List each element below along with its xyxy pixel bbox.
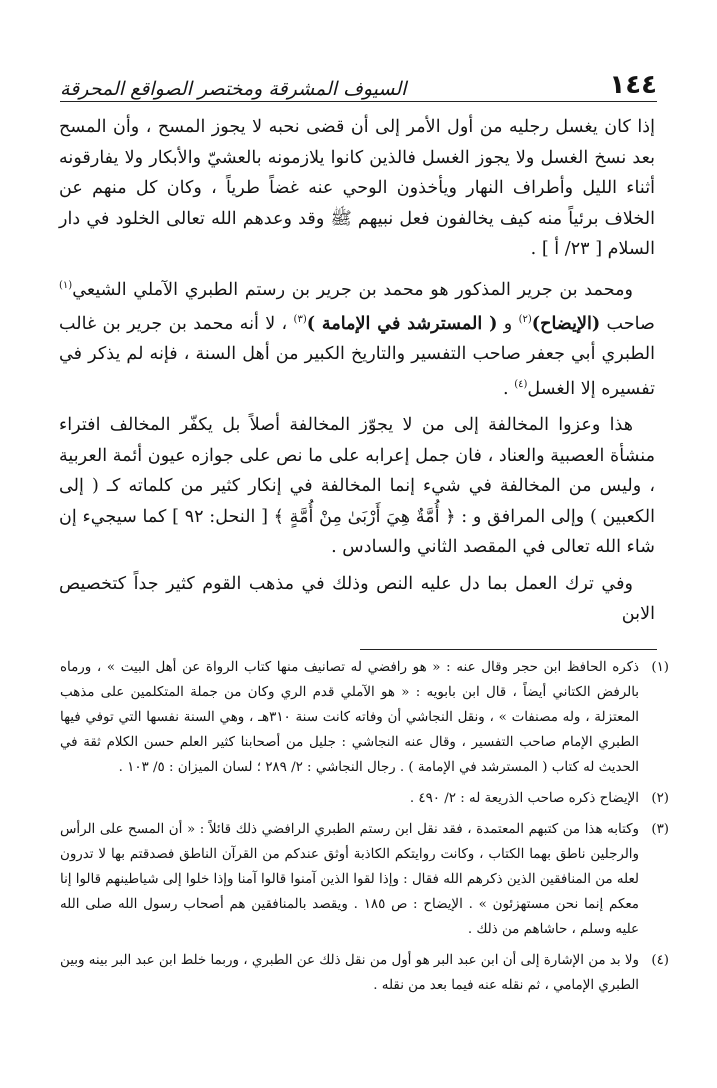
paragraph-2-text-4: ، لا أنه محمد بن جرير بن غالب الطبري أبي جعفر صاحب التفسير والتاريخ الكبير من أهل السنة ، فإنه لم يذكر في تفسيره إلا الغسل bbox=[59, 313, 655, 399]
paragraph-2-text-2: صاحب bbox=[600, 313, 655, 334]
footnote-number: (٣) bbox=[651, 822, 669, 837]
footnote-ref-4: (٤) bbox=[514, 378, 528, 390]
footnote-number: (١) bbox=[651, 660, 669, 675]
main-text bbox=[59, 112, 655, 630]
paragraph-2 bbox=[59, 271, 655, 405]
paragraph-2-text-1: ومحمد بن جرير المذكور هو محمد بن جرير بن رستم الطبري الآملي الشيعي bbox=[72, 279, 633, 300]
paragraph-4: وفي ترك العمل بما دل عليه النص وذلك في مذهب القوم كثير جداً كتخصيص الابن bbox=[59, 573, 655, 625]
footnote-1 bbox=[60, 655, 669, 780]
footnote-ref-3: (٣) bbox=[293, 313, 307, 325]
footnote-text: ذكره الحافظ ابن حجر وقال عنه : « هو رافضي له تصانيف منها كتاب الرواة عن أهل البيت » ، ورماه بالرفض الكتاني أيضاً ، قال ابن بابويه : « هو الآملي قدم الري وكان من جملة المتكلمين على مذهب المعتزلة ، وله مصنفات » ، ونقل النجاشي أن وفاته كانت سنة ٣١٠هـ ، وهي السنة نفسها التي توفي فيها الطبري الإمام صاحب التفسير ، وقال عنه النجاشي : جليل من أصحابنا كثير العلم حسن الكلام ثقة في الحديث له كتاب ( المسترشد في الإمامة ) . رجال النجاشي : ٢/ ٢٨٩ ؛ لسان الميزان : ٥/ ١٠٣ . bbox=[60, 660, 639, 775]
footnote-4 bbox=[60, 948, 669, 998]
footnote-3 bbox=[60, 817, 669, 942]
footnote-number: (٢) bbox=[651, 791, 669, 806]
running-header bbox=[60, 60, 657, 100]
footnote-divider bbox=[360, 649, 657, 650]
paragraph-2-text-5: . bbox=[503, 378, 515, 399]
footnote-ref-1: (١) bbox=[59, 279, 73, 291]
book-title-idah: (الإيضاح) bbox=[531, 312, 601, 334]
page-number: ١٤٤ bbox=[609, 70, 657, 100]
footnotes bbox=[60, 655, 669, 998]
footnote-2 bbox=[60, 786, 669, 811]
header-divider bbox=[60, 101, 657, 102]
paragraph-3: هذا وعزوا المخالفة إلى من لا يجوّز المخالفة أصلاً بل يكفّر المخالف افتراء منشأة العصبية والعناد ، فان جمل إعرابه على ما نص على جوازه عيون أئمة العربية ، وليس من المخالفة في شيء إنما المخالفة في إنكار كثير من كلماته كـ ( إلى الكعبين ) وإلى المرافق و : ﴿ أُمَّةٌ هِيَ أَرْبَىٰ مِنْ أُمَّةٍ ﴾ [ النحل: ٩٢ ] كما سيجيء إن شاء الله تعالى في المقصد الثاني والسادس . bbox=[59, 415, 656, 558]
footnote-text: الإيضاح ذكره صاحب الذريعة له : ٢/ ٤٩٠ . bbox=[409, 791, 639, 806]
paragraph-2-text-3: و bbox=[497, 313, 519, 334]
paragraph-1: إذا كان يغسل رجليه من أول الأمر إلى أن قضى نحبه لا يجوز المسح ، وأن المسح بعد نسخ الغسل ولا يجوز الغسل فالذين كانوا يلازمونه بالعشيّ والأبكار ولا يفارقونه أثناء الليل وأطراف النهار ويأخذون الوحي عنه غضاً طرياً ، وكان كل منهم عن الخلاف برئياً منه كيف يخالفون فعل نبيهم ﷺ وقد وعدهم الله تعالى الخلود في دار السلام [ ٢٣/ أ ] . bbox=[59, 117, 655, 259]
footnote-text: ولا بد من الإشارة إلى أن ابن عبد البر هو أول من نقل ذلك عن الطبري ، وربما خلط ابن عبد البر بينه وبين الطبري الإمامي ، ثم نقله عنه فيما بعد من نقله . bbox=[60, 953, 639, 993]
footnote-text: وكتابه هذا من كتبهم المعتمدة ، فقد نقل ابن رستم الطبري الرافضي ذلك قائلاً : « أن المسح على الرأس والرجلين ناطق بهما الكتاب ، وكانت روايتكم الكاذبة أوثق عندكم من القرآن الناطق فصدقتم بها لا تدرون لعله من المنافقين الذين ذكرهم الله فقال : وإذا لقوا الذين آمنوا قالوا آمنا وإذا خلوا إلى شياطينهم قالوا إنا معكم إنما نحن مستهزئون » . الإيضاح : ص ١٨٥ . ويقصد بالمنافقين هم أصحاب رسول الله صلى الله عليه وسلم ، حاشاهم من ذلك . bbox=[60, 822, 639, 937]
header-title: السيوف المشرقة ومختصر الصواقع المحرقة bbox=[60, 78, 407, 100]
footnote-ref-2: (٢) bbox=[518, 313, 532, 325]
book-title-mustarshid: ( المسترشد في الإمامة ) bbox=[306, 312, 498, 334]
footnote-number: (٤) bbox=[651, 953, 669, 968]
